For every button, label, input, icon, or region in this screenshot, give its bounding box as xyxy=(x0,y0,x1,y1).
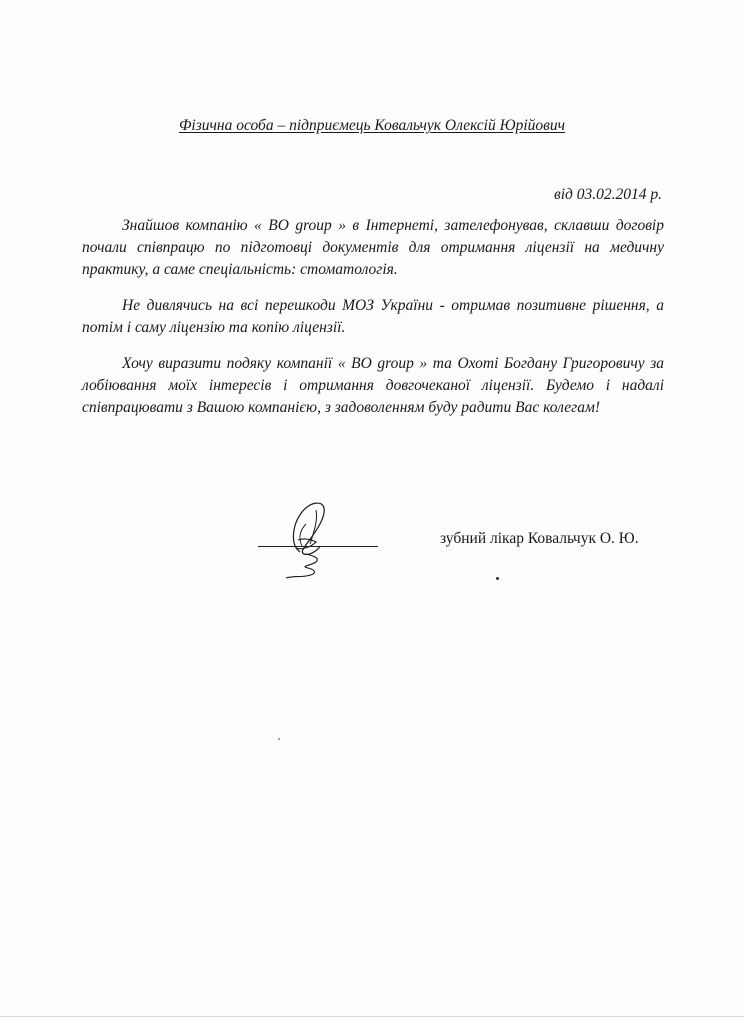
signer-name: зубний лікар Ковальчук О. Ю. xyxy=(440,530,639,547)
paragraph-1: Знайшов компанію « BO group » в Інтернеті, зателефонував, склавши договір почали співпрацю по підготовці документів для отримання ліцензії на медичну практику, а саме спеціальність: стоматологія. xyxy=(82,217,664,278)
letter-body xyxy=(82,215,664,433)
document-date: від 03.02.2014 р. xyxy=(553,186,662,203)
scan-speck xyxy=(496,577,499,580)
paragraph-2: Не дивлячись на всі перешкоди МОЗ України - отримав позитивне рішення, а потім і саму ліцензію та копію ліцензії. xyxy=(82,297,664,336)
handwritten-signature xyxy=(270,490,350,580)
scan-edge xyxy=(0,1016,744,1017)
scan-speck xyxy=(278,738,280,740)
document-heading: Фізична особа – підприємець Ковальчук Олексій Юрійович xyxy=(178,117,566,134)
paragraph-3: Хочу виразити подяку компанії « BO group » та Охоті Богдану Григоровичу за лобіювання моїх інтересів і отримання довгочеканої ліцензії. Будемо і надалі співпрацювати з Вашою компанією, з задоволенням буду радити Вас колегам! xyxy=(82,355,664,416)
